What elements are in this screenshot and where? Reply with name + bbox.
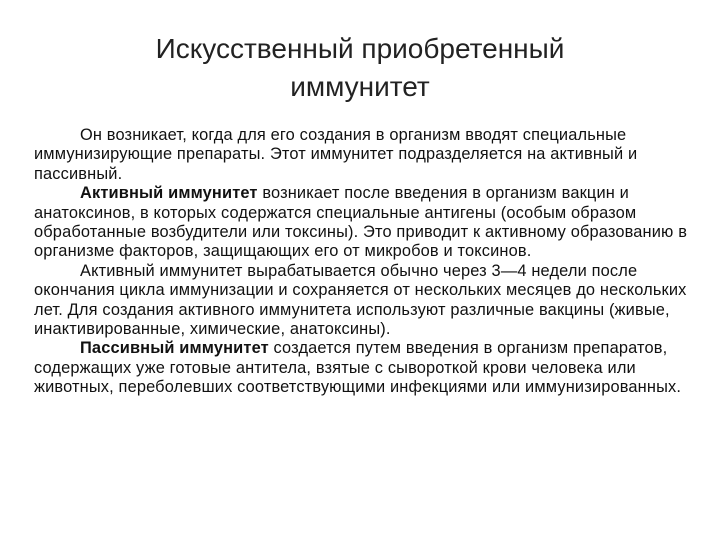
slide-title-line-2: иммунитет bbox=[290, 71, 430, 102]
slide-title bbox=[60, 30, 660, 106]
slide-body bbox=[34, 126, 694, 398]
slide-title-line-1: Искусственный приобретенный bbox=[155, 33, 565, 64]
passive-immunity-term: Пассивный иммунитет bbox=[80, 339, 269, 358]
paragraph-active-immunity-text: возникает после введения в организм вакцин и анатоксинов, в которых содержатся специальные антигены (особым образом обработанные возбудители или токсины). Это приводит к активному образованию в организме факторов, защищающих его от микробов и токсинов. bbox=[34, 184, 688, 261]
active-immunity-term: Активный иммунитет bbox=[80, 184, 258, 203]
paragraph-passive-immunity bbox=[34, 339, 694, 397]
paragraph-active-duration bbox=[34, 262, 694, 340]
paragraph-active-immunity bbox=[34, 184, 694, 262]
paragraph-active-duration-text: Активный иммунитет вырабатывается обычно через 3—4 недели после окончания цикла иммунизации и сохраняется от нескольких месяцев до нескольких лет. Для создания активного иммунитета используют различные вакцины (живые, инактивированные, химические, анатоксины). bbox=[34, 261, 687, 339]
paragraph-passive-immunity-text: создается путем введения в организм препаратов, содержащих уже готовые антитела, взятые с сывороткой крови человека или животных, переболевших соответствующими инфекциями или иммунизированных. bbox=[34, 339, 682, 397]
paragraph-intro-text: Он возникает, когда для его создания в организм вводят специальные иммунизирующие препараты. Этот иммунитет подразделяется на активный и пассивный. bbox=[34, 126, 638, 183]
paragraph-intro bbox=[34, 126, 694, 184]
